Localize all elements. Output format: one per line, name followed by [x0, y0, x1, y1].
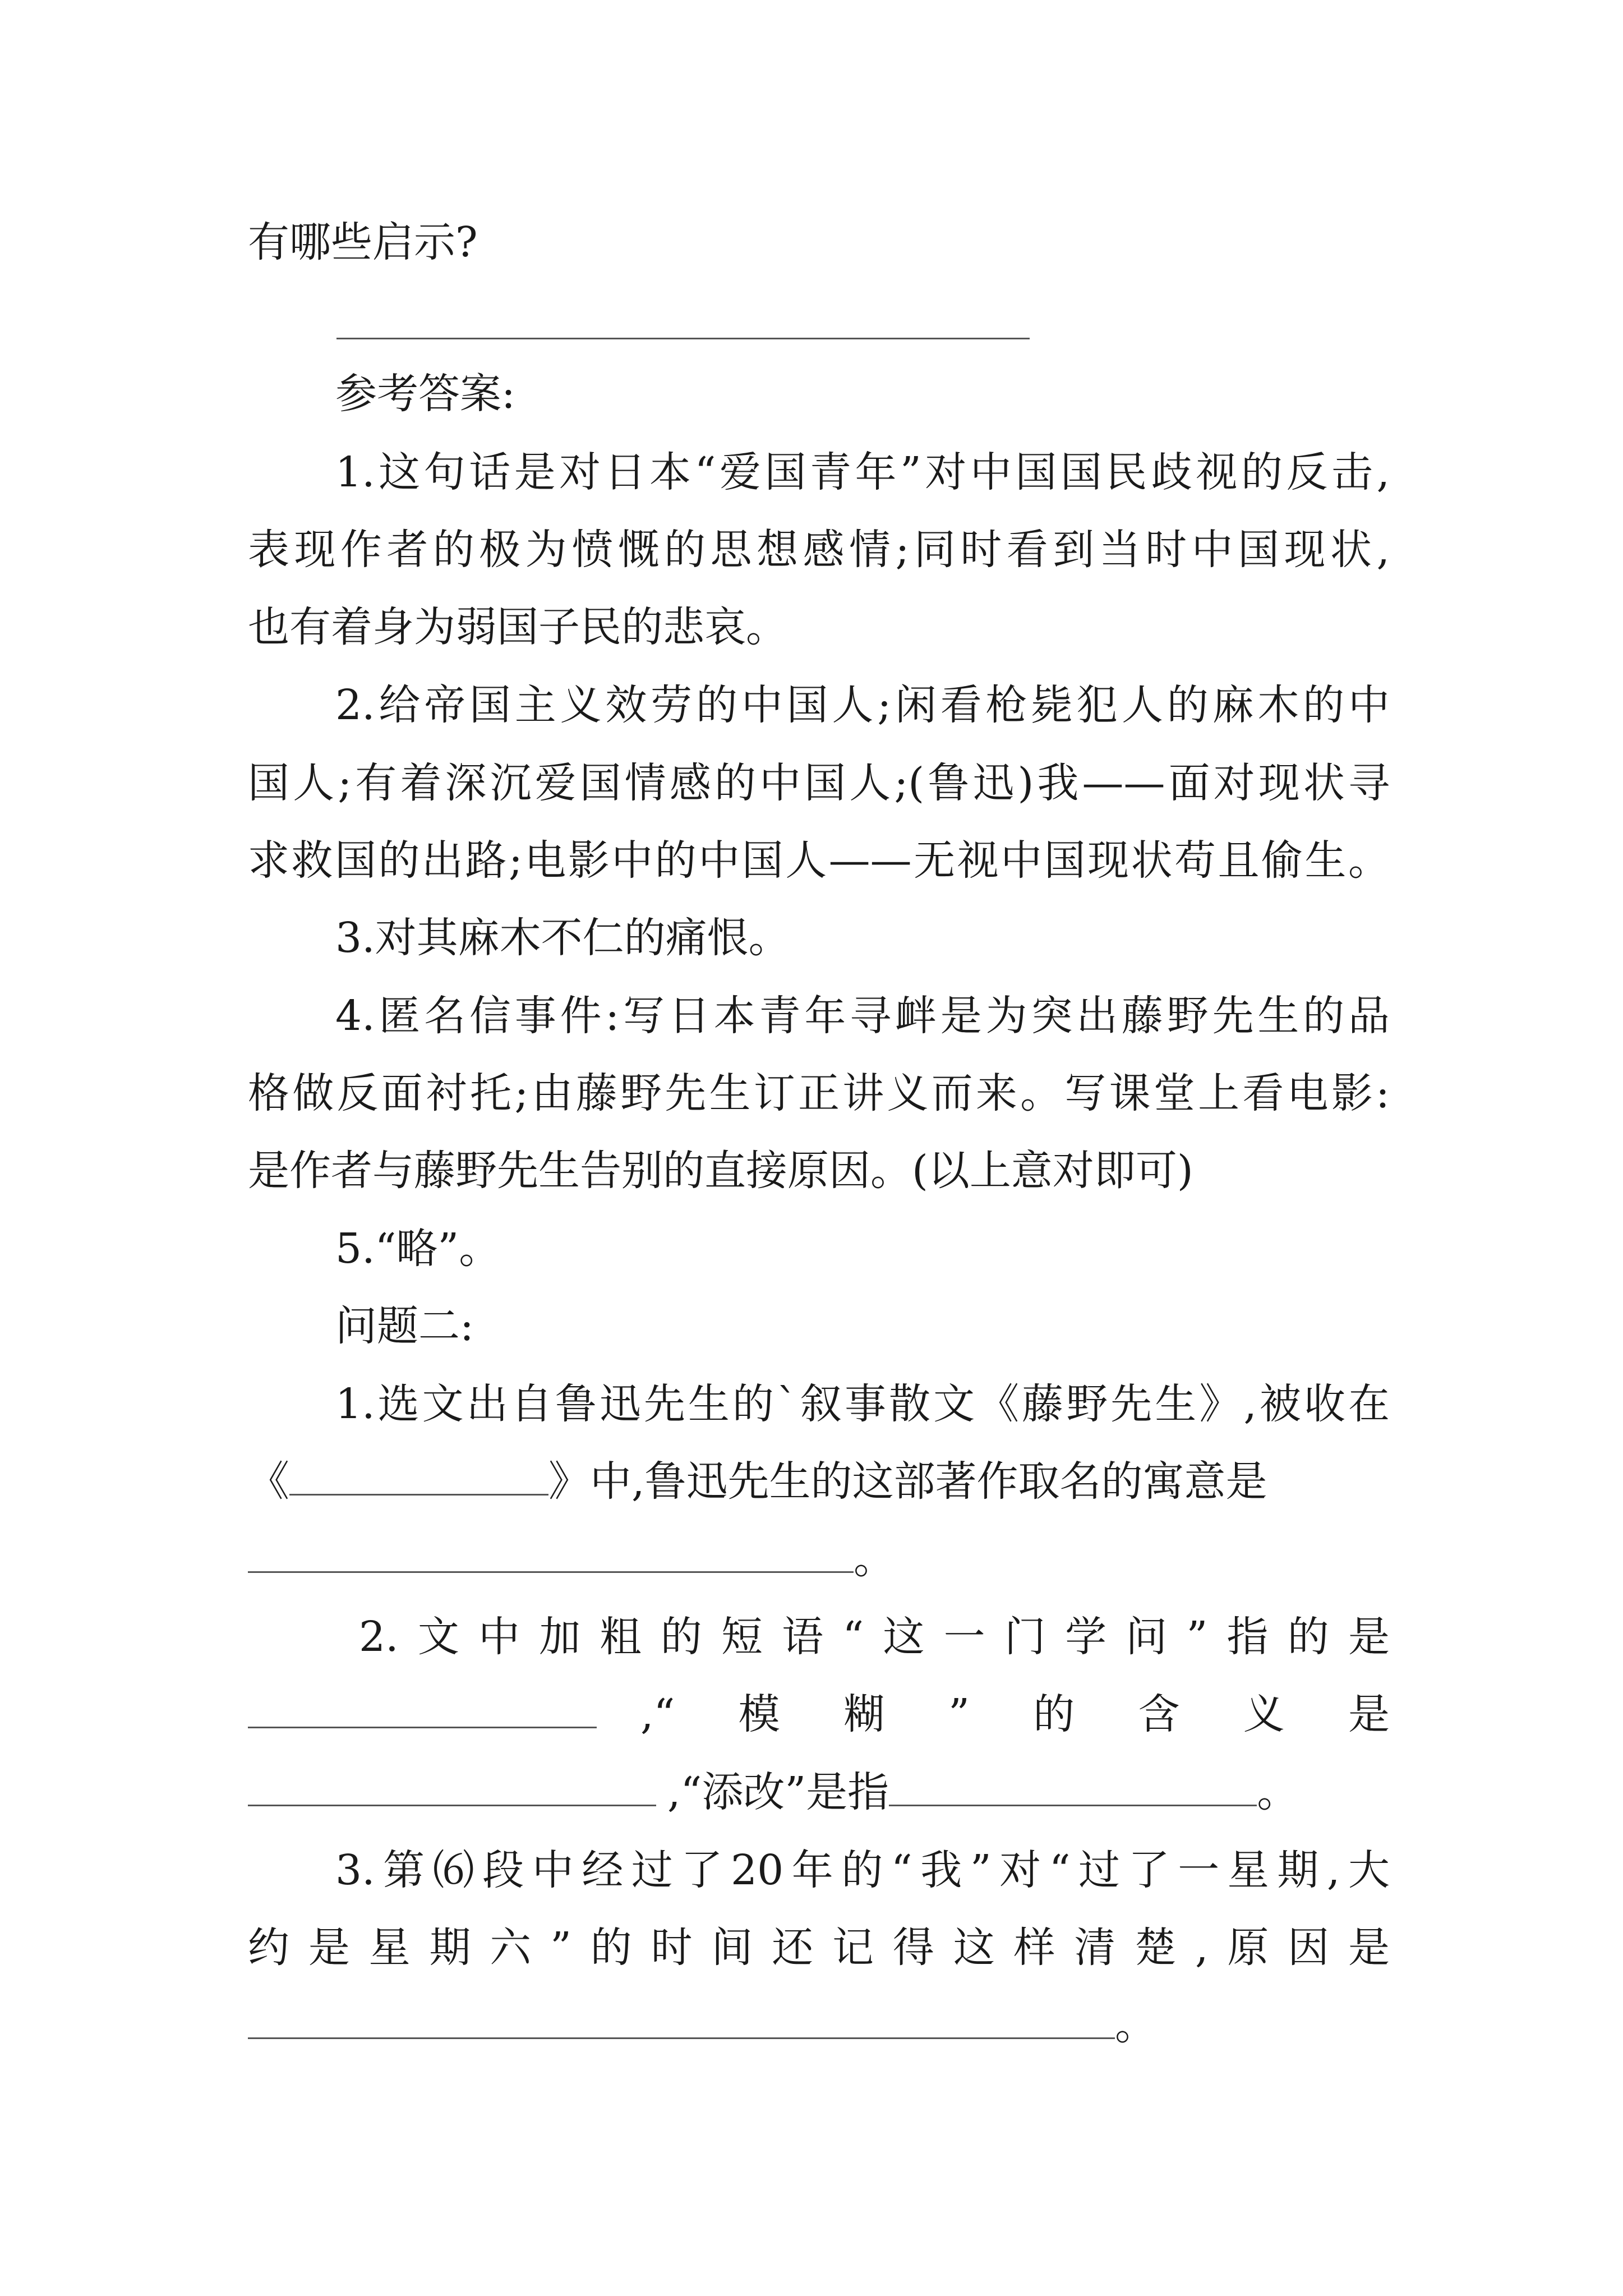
q2-item-1-line-1: 1.选文出自鲁迅先生的`叙事散文《藤野先生》,被收在	[335, 1380, 1390, 1428]
intro-tail: 有哪些启示?	[248, 218, 478, 266]
book-title-blank[interactable]	[289, 1459, 548, 1496]
q2-item-2-mid2: ,“添改”是指	[667, 1768, 889, 1816]
answer-1-line-2: 表现作者的极为愤慨的思想感情;同时看到当时中国现状,	[248, 526, 1390, 574]
answer-5: 5.“略”。	[335, 1225, 501, 1273]
phrase-blank[interactable]	[248, 1692, 597, 1728]
q2-item-2-line-3	[248, 1764, 1390, 1820]
answer-4-line-2: 格做反面衬托;由藤野先生订正讲义而来。写课堂上看电影:	[248, 1069, 1390, 1117]
vague-meaning-blank[interactable]	[248, 1770, 656, 1806]
separator-line	[336, 338, 1030, 339]
q2-item-3-line-3	[248, 1997, 1390, 2053]
q2-item-2-line-1: 2.文中加粗的短语“这一门学问”指的是	[359, 1613, 1390, 1661]
q2-item-2-end: 。	[1257, 1768, 1299, 1816]
answer-1-line-1: 1.这句话是对日本“爱国青年”对中国国民歧视的反击,	[335, 448, 1390, 496]
answer-3: 3.对其麻木不仁的痛恨。	[335, 914, 790, 962]
answer-2-line-1: 2.给帝国主义效劳的中国人;闲看枪毙犯人的麻木的中	[335, 681, 1390, 729]
q2-item-1-end: 。	[854, 1535, 895, 1583]
q2-item-2-line-2	[248, 1686, 1390, 1742]
reason-blank[interactable]	[248, 2003, 1115, 2039]
q2-item-3-end: 。	[1115, 2001, 1156, 2049]
q2-item-1-text: 》中,鲁迅先生的这部著作取名的寓意是	[548, 1457, 1267, 1506]
answer-4-line-3: 是作者与藤野先生告别的直接原因。(以上意对即可)	[248, 1147, 1193, 1195]
answer-4-line-1: 4.匿名信事件:写日本青年寻衅是为突出藤野先生的品	[335, 992, 1390, 1040]
answer-2-line-3: 求救国的出路;电影中的中国人——无视中国现状苟且偷生。	[248, 836, 1390, 885]
meaning-blank[interactable]	[248, 1536, 854, 1573]
answers-heading: 参考答案:	[335, 370, 515, 418]
answer-1-line-3: 也有着身为弱国子民的悲哀。	[248, 603, 787, 651]
answer-2-line-2: 国人;有着深沉爱国情感的中国人;(鲁迅)我——面对现状寻	[248, 759, 1390, 807]
q2-item-3-line-2: 约是星期六”的时间还记得这样清楚,原因是	[248, 1924, 1390, 1972]
question-2-heading: 问题二:	[335, 1302, 474, 1350]
revision-blank[interactable]	[889, 1770, 1257, 1806]
q2-item-1-line-2	[248, 1453, 1390, 1510]
q2-item-3-line-1: 3.第⑹段中经过了20年的“我”对“过了一星期,大	[335, 1846, 1390, 1894]
q2-item-2-mid: ,“模糊”的含义是	[640, 1690, 1390, 1738]
q2-item-1-line-3	[248, 1531, 1390, 1587]
book-title-open: 《	[248, 1457, 289, 1506]
